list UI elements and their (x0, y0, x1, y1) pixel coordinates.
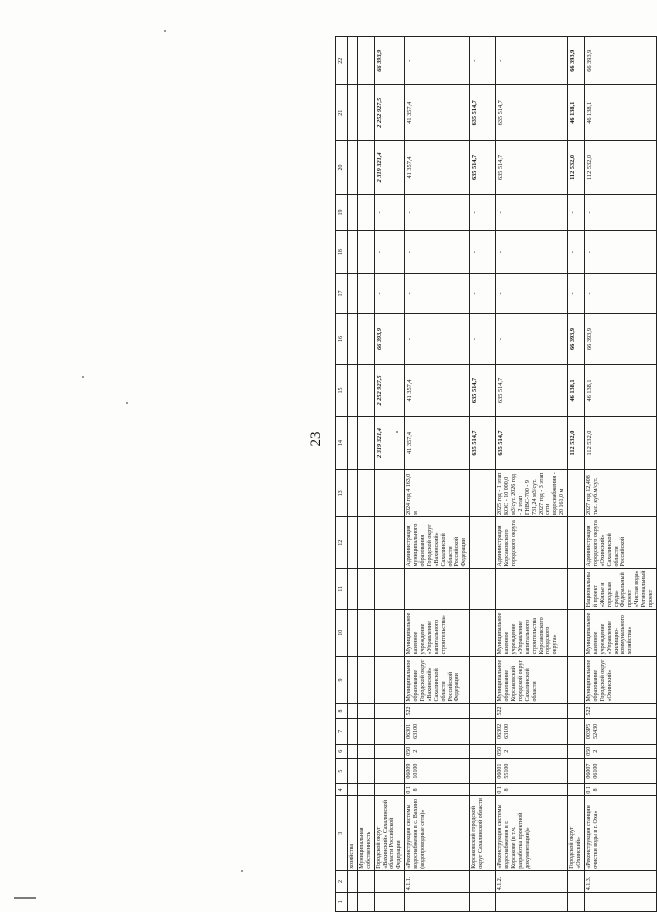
item-number: 4.1.3. (584, 871, 656, 892)
header-cell: 17 (336, 274, 348, 314)
table-row (357, 37, 374, 912)
cell-value: - (496, 37, 568, 85)
header-cell: 4 (336, 784, 348, 796)
scan-speck (241, 870, 243, 872)
item-number: 4.1.2. (496, 871, 568, 892)
group-row (470, 37, 496, 912)
cell-value: - (496, 274, 568, 314)
table-row: 4.1.3. «Реконструкция станции очистки воды в г. Оха» 0 1 8 06007 06100 050 2 003P5 52430 522 Муниципальное образование Городской округ «Охинский» Муниципальное казенное учреждение «Управление жилищно-коммунального хозяйства» Национальный проект «Жилье и городская среда» Федеральный проект «Чистая вода» Региональный проект Администрация городского округа «Охинский» Сахалинской области Российской 2027 год 12,408 тыс. куб.м/сут. 112 532,0 46 138,1 66 393,9 - - - 112 532,0 46 138,1 66 393,9 (584, 37, 656, 912)
cell-value: - (568, 274, 585, 314)
scan-speck (126, 402, 128, 404)
header-cell: 9 (336, 656, 348, 703)
cell-value: 46 138,1 (568, 85, 585, 141)
cell-value: - (374, 194, 405, 230)
cell-value: 41 357,4 (405, 85, 470, 141)
cell-value: 46 138,1 (568, 365, 585, 416)
cell-value: 66 393,9 (584, 37, 656, 85)
header-cell: 10 (336, 609, 348, 656)
header-cell: 16 (336, 313, 348, 364)
rotated-table-container (335, 36, 654, 912)
header-cell: 14 (336, 416, 348, 470)
cell-value: - (470, 194, 496, 230)
cell-value: - (496, 231, 568, 274)
scan-mark (14, 897, 36, 899)
cell-value: 112 532,0 (568, 141, 585, 195)
cell-value: 41 357,4 (405, 141, 470, 195)
cell-value: - (584, 194, 656, 230)
scan-speck (164, 30, 166, 32)
header-cell: 13 (336, 470, 348, 517)
cell-total: 635 514,7 (470, 416, 496, 470)
cell-value: - (568, 231, 585, 274)
cell-value: - (470, 274, 496, 314)
header-cell: 1 (336, 892, 348, 911)
cell-value: 635 514,7 (496, 141, 568, 195)
cell-value: 635 514,7 (470, 141, 496, 195)
cell-value: - (405, 274, 470, 314)
header-cell: 8 (336, 704, 348, 719)
cell-value: 635 514,7 (470, 85, 496, 141)
cell-total: 41 357,4 (405, 416, 470, 470)
column-number-row (336, 37, 348, 912)
row-title: хозяйства (348, 796, 358, 871)
cell-value: - (470, 313, 496, 364)
cell-value: 2 252 927,5 (374, 365, 405, 416)
cell-value: 66 393,9 (584, 313, 656, 364)
cell-total: 2 319 321,4 (374, 416, 405, 470)
cell-value: - (496, 194, 568, 230)
cell-value: - (405, 231, 470, 274)
scan-speck (396, 431, 398, 433)
item-number: 4.1.1. (405, 871, 470, 892)
cell-value: - (405, 313, 470, 364)
cell-value: 2 319 321,4 (374, 141, 405, 195)
cell-value: 66 393,9 (568, 37, 585, 85)
item-title: «Реконструкция системы водоснабжения в г. Корсакове (в т.ч. разработка проектной документации)» (496, 796, 568, 871)
cell-value: 66 393,9 (374, 37, 405, 85)
header-cell: 21 (336, 85, 348, 141)
header-cell: 20 (336, 141, 348, 195)
cell-value: 41 357,4 (405, 365, 470, 416)
cell-value: 2 252 927,5 (374, 85, 405, 141)
header-cell: 6 (336, 744, 348, 758)
cell-value: - (374, 231, 405, 274)
cell-value: - (374, 274, 405, 314)
item-title: «Реконструкция системы водоснабжения в с. Вахино (водопроводные сети)» (405, 796, 470, 871)
item-title: «Реконструкция станции очистки воды в г. Оха» (584, 796, 656, 871)
cell-total: 635 514,7 (496, 416, 568, 470)
cell-value: 635 514,7 (496, 365, 568, 416)
page-number: 23 (308, 431, 324, 447)
cell-value: 112 532,0 (584, 141, 656, 195)
row-title: Муниципальная собственность (357, 796, 374, 871)
cell-value: - (568, 194, 585, 230)
header-cell: 15 (336, 365, 348, 416)
cell-value: 46 138,1 (584, 365, 656, 416)
header-cell: 5 (336, 758, 348, 784)
cell-total: 112 532,0 (568, 416, 585, 470)
cell-value: 66 393,9 (568, 313, 585, 364)
cell-value: 635 514,7 (470, 365, 496, 416)
table-row: 4.1.2. «Реконструкция системы водоснабжения в г. Корсакове (в т.ч. разработка проектной документации)» 0 1 8 06001 55100 050 2 06302 63100 522 Муниципальное образование Корсаковский городской округ Сахалинской области Муниципальное казенное учреждение «Управление капитального строительства Корсаковского городского округа» Администрация Корсаковского городского округа 2025 год - 1 этап КОС - 10 000,0 м3/сут. 2026 год - 2 этап ГНВС-700 - 9 731,24 м3/сут. 2027 год - 3 этап сети водоснабжения - 20 161,0 м 635 514,7 635 514,7 - - - - 635 514,7 635 514,7 - (496, 37, 568, 912)
group-title: Городской округ «Охинский» (568, 796, 585, 871)
cell-value: 46 138,1 (584, 85, 656, 141)
cell-total: 112 532,0 (584, 416, 656, 470)
financing-table (335, 36, 657, 912)
scan-speck (82, 376, 84, 378)
group-row (374, 37, 405, 912)
group-title: Корсаковский городской округ Сахалинской области (470, 796, 496, 871)
cell-value: - (496, 313, 568, 364)
cell-value: - (405, 37, 470, 85)
group-title: Городской округ «Вахинский» Сахалинской области Российской Федерации (374, 796, 405, 871)
table-row: 4.1.1. «Реконструкция системы водоснабжения в с. Вахино (водопроводные сети)» 0 1 8 06009 10100 050 2 06301 63100 522 Муниципальное образование Городской округ «Вахинский» Сахалинской области Российской Федерации Муниципальное казенное учреждение «Управление капитального строительства» Администрация муниципального образования Городской округ «Вахинский» Сахалинской области Российской Федерации 2024 год 4 163,0 м 41 357,4 41 357,4 - - - - 41 357,4 41 357,4 - (405, 37, 470, 912)
header-cell: 19 (336, 194, 348, 230)
cell-value: 635 514,7 (496, 85, 568, 141)
table-row (348, 37, 358, 912)
cell-value: 66 393,9 (374, 313, 405, 364)
cell-value: - (470, 231, 496, 274)
header-cell: 2 (336, 871, 348, 892)
cell-value: - (584, 231, 656, 274)
cell-value: - (584, 274, 656, 314)
header-cell: 7 (336, 719, 348, 745)
header-cell: 3 (336, 796, 348, 871)
group-row (568, 37, 585, 912)
header-cell: 22 (336, 37, 348, 85)
cell-value: - (470, 37, 496, 85)
header-cell: 12 (336, 517, 348, 568)
header-cell: 18 (336, 231, 348, 274)
header-cell: 11 (336, 568, 348, 609)
cell-value: - (405, 194, 470, 230)
